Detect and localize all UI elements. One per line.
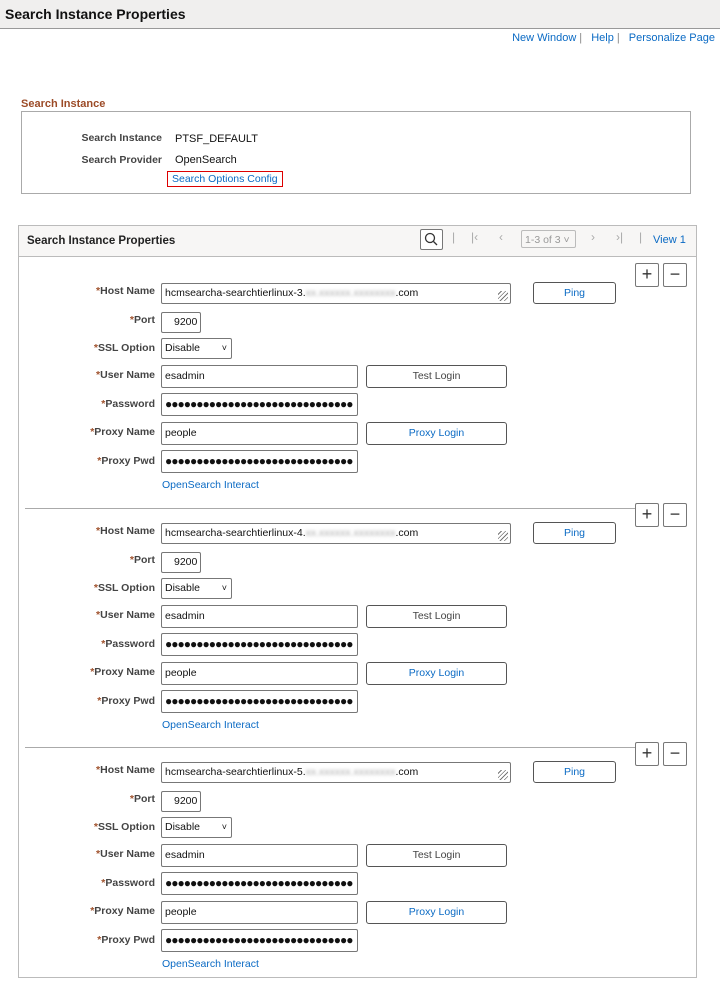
search-instance-box xyxy=(21,111,691,194)
host-name-label: *Host Name xyxy=(96,285,155,297)
proxy-login-button[interactable]: Proxy Login xyxy=(366,662,507,685)
user-name-label: *User Name xyxy=(96,848,155,860)
search-instance-label: Search Instance xyxy=(81,132,162,144)
add-row-button[interactable]: + xyxy=(635,742,659,766)
proxy-name-label: *Proxy Name xyxy=(90,905,155,917)
remove-row-button[interactable]: − xyxy=(663,263,687,287)
proxy-name-field[interactable]: people xyxy=(161,901,358,924)
host-name-field[interactable]: hcmsearcha-searchtierlinux-4.xx.xxxxxx.xxxxxxxx.com xyxy=(161,523,511,544)
proxy-pwd-field[interactable]: ●●●●●●●●●●●●●●●●●●●●●●●●●●●●●● xyxy=(161,929,358,952)
page-header xyxy=(0,0,720,29)
proxy-name-field[interactable]: people xyxy=(161,422,358,445)
proxy-pwd-label: *Proxy Pwd xyxy=(97,455,155,467)
password-label: *Password xyxy=(101,638,155,650)
add-row-button[interactable]: + xyxy=(635,503,659,527)
view-1-link[interactable]: View 1 xyxy=(653,234,686,246)
divider: | xyxy=(452,230,456,244)
page-select[interactable]: 1-3 of 3 ˅ xyxy=(521,230,576,248)
search-options-config-link[interactable]: Search Options Config xyxy=(167,171,283,187)
opensearch-interact-link[interactable]: OpenSearch Interact xyxy=(162,719,259,731)
user-name-label: *User Name xyxy=(96,369,155,381)
user-name-field[interactable]: esadmin xyxy=(161,365,358,388)
proxy-pwd-label: *Proxy Pwd xyxy=(97,934,155,946)
ssl-option-label: *SSL Option xyxy=(93,342,155,354)
opensearch-interact-link[interactable]: OpenSearch Interact xyxy=(162,958,259,970)
ssl-option-select[interactable]: Disable ˅ xyxy=(161,578,232,599)
add-row-button[interactable]: + xyxy=(635,263,659,287)
instance-row xyxy=(19,743,696,987)
search-instance-section-title: Search Instance xyxy=(21,98,106,110)
proxy-pwd-field[interactable]: ●●●●●●●●●●●●●●●●●●●●●●●●●●●●●● xyxy=(161,450,358,473)
host-name-label: *Host Name xyxy=(96,764,155,776)
remove-row-button[interactable]: − xyxy=(663,503,687,527)
proxy-login-button[interactable]: Proxy Login xyxy=(366,422,507,445)
port-field[interactable]: 9200 xyxy=(161,791,201,812)
ssl-option-select[interactable]: Disable ˅ xyxy=(161,338,232,359)
proxy-name-label: *Proxy Name xyxy=(90,666,155,678)
row-divider xyxy=(25,508,635,509)
search-provider-label: Search Provider xyxy=(81,154,162,166)
port-field[interactable]: 9200 xyxy=(161,312,201,333)
proxy-login-button[interactable]: Proxy Login xyxy=(366,901,507,924)
port-field[interactable]: 9200 xyxy=(161,552,201,573)
host-name-field[interactable]: hcmsearcha-searchtierlinux-3.xx.xxxxxx.xxxxxxxx.com xyxy=(161,283,511,304)
password-label: *Password xyxy=(101,877,155,889)
test-login-button[interactable]: Test Login xyxy=(366,365,507,388)
chevron-down-icon: ˅ xyxy=(221,822,227,832)
help-link[interactable]: Help xyxy=(591,32,614,44)
pagination-text: 1-3 of 3 xyxy=(525,234,561,246)
port-label: *Port xyxy=(129,793,155,805)
top-links: New Window | Help | Personalize Page xyxy=(512,32,715,44)
proxy-pwd-field[interactable]: ●●●●●●●●●●●●●●●●●●●●●●●●●●●●●● xyxy=(161,690,358,713)
remove-row-button[interactable]: − xyxy=(663,742,687,766)
chevron-down-icon: ˅ xyxy=(221,583,227,593)
ssl-option-label: *SSL Option xyxy=(93,582,155,594)
password-field[interactable]: ●●●●●●●●●●●●●●●●●●●●●●●●●●●●●● xyxy=(161,633,358,656)
proxy-pwd-label: *Proxy Pwd xyxy=(97,695,155,707)
divider: | xyxy=(639,230,643,244)
password-field[interactable]: ●●●●●●●●●●●●●●●●●●●●●●●●●●●●●● xyxy=(161,393,358,416)
search-instance-properties-grid xyxy=(18,225,697,978)
chevron-down-icon: ˅ xyxy=(221,343,227,353)
search-icon[interactable] xyxy=(420,229,443,250)
resize-handle-icon[interactable] xyxy=(498,531,508,541)
personalize-page-link[interactable]: Personalize Page xyxy=(628,32,715,44)
user-name-label: *User Name xyxy=(96,609,155,621)
user-name-field[interactable]: esadmin xyxy=(161,844,358,867)
instance-row xyxy=(19,504,696,748)
last-page-icon[interactable]: ›| xyxy=(616,230,624,244)
port-label: *Port xyxy=(129,314,155,326)
host-name-label: *Host Name xyxy=(96,525,155,537)
host-name-field[interactable]: hcmsearcha-searchtierlinux-5.xx.xxxxxx.xxxxxxxx.com xyxy=(161,762,511,783)
search-provider-value: OpenSearch xyxy=(175,154,237,166)
resize-handle-icon[interactable] xyxy=(498,770,508,780)
instance-row xyxy=(19,264,696,508)
next-page-icon[interactable]: › xyxy=(591,230,595,244)
first-page-icon[interactable]: |‹ xyxy=(471,230,479,244)
row-divider xyxy=(25,747,635,748)
user-name-field[interactable]: esadmin xyxy=(161,605,358,628)
grid-header xyxy=(19,226,696,257)
test-login-button[interactable]: Test Login xyxy=(366,844,507,867)
ping-button[interactable]: Ping xyxy=(533,761,616,783)
grid-title: Search Instance Properties xyxy=(27,235,176,247)
password-label: *Password xyxy=(101,398,155,410)
page-title: Search Instance Properties xyxy=(5,6,186,22)
test-login-button[interactable]: Test Login xyxy=(366,605,507,628)
port-label: *Port xyxy=(129,554,155,566)
search-instance-value: PTSF_DEFAULT xyxy=(175,133,258,145)
ssl-option-label: *SSL Option xyxy=(93,821,155,833)
opensearch-interact-link[interactable]: OpenSearch Interact xyxy=(162,479,259,491)
previous-page-icon[interactable]: ‹ xyxy=(499,230,503,244)
ping-button[interactable]: Ping xyxy=(533,522,616,544)
proxy-name-field[interactable]: people xyxy=(161,662,358,685)
ping-button[interactable]: Ping xyxy=(533,282,616,304)
password-field[interactable]: ●●●●●●●●●●●●●●●●●●●●●●●●●●●●●● xyxy=(161,872,358,895)
proxy-name-label: *Proxy Name xyxy=(90,426,155,438)
new-window-link[interactable]: New Window xyxy=(512,32,577,44)
resize-handle-icon[interactable] xyxy=(498,291,508,301)
ssl-option-select[interactable]: Disable ˅ xyxy=(161,817,232,838)
